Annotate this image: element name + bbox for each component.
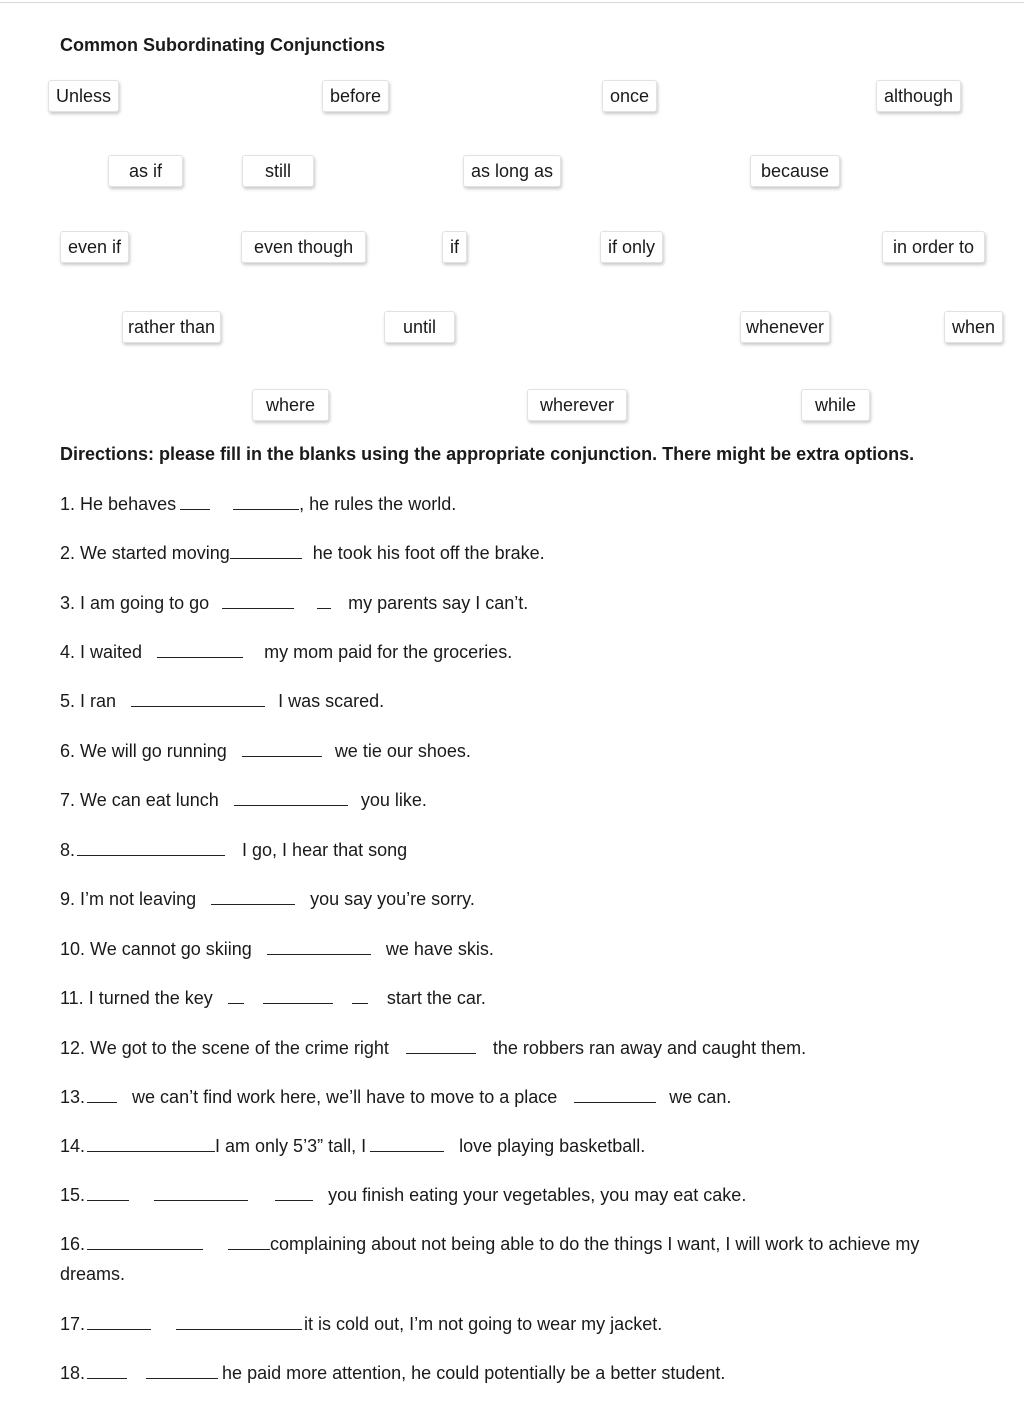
question-5: 5. I ran I was scared. — [60, 691, 385, 711]
word-chip: before — [322, 80, 389, 112]
answer-blank[interactable] — [234, 791, 348, 806]
question-11: 11. I turned the key start the car. — [60, 988, 486, 1008]
question-15: 15. you finish eating your vegetables, you may eat cake. — [60, 1185, 747, 1205]
question-7: 7. We can eat lunch you like. — [60, 790, 427, 810]
question-3: 3. I am going to go my parents say I can’t. — [60, 593, 529, 613]
answer-blank[interactable] — [222, 594, 294, 609]
answer-blank[interactable] — [574, 1088, 656, 1103]
answer-blank[interactable] — [317, 594, 331, 609]
question-18: 18. he paid more attention, he could potentially be a better student. — [60, 1363, 726, 1383]
answer-blank[interactable] — [370, 1137, 444, 1152]
question-17: 17. it is cold out, I’m not going to wear my jacket. — [60, 1314, 663, 1334]
answer-blank[interactable] — [87, 1186, 129, 1201]
question-10: 10. We cannot go skiing we have skis. — [60, 939, 494, 959]
word-chip: whenever — [740, 311, 830, 343]
answer-blank[interactable] — [275, 1186, 313, 1201]
directions: Directions: please fill in the blanks using the appropriate conjunction. There might be extra options. — [60, 444, 915, 464]
answer-blank[interactable] — [242, 742, 322, 757]
answer-blank[interactable] — [228, 989, 244, 1004]
word-chip: rather than — [122, 311, 221, 343]
word-chip: while — [801, 389, 870, 421]
word-chip: still — [242, 155, 314, 187]
answer-blank[interactable] — [77, 841, 225, 856]
answer-blank[interactable] — [352, 989, 368, 1004]
answer-blank[interactable] — [267, 940, 371, 955]
question-16-continuation: dreams. — [60, 1264, 126, 1284]
answer-blank[interactable] — [263, 989, 333, 1004]
question-2: 2. We started moving he took his foot off the brake. — [60, 543, 545, 563]
answer-blank[interactable] — [87, 1088, 117, 1103]
answer-blank[interactable] — [146, 1364, 218, 1379]
word-chip: because — [750, 155, 840, 187]
word-chip: even though — [241, 231, 366, 263]
question-13: 13. we can’t find work here, we’ll have to move to a place we can. — [60, 1087, 732, 1107]
answer-blank[interactable] — [131, 692, 265, 707]
question-9: 9. I’m not leaving you say you’re sorry. — [60, 889, 475, 909]
answer-blank[interactable] — [233, 495, 299, 510]
word-chip: even if — [60, 231, 129, 263]
word-chip: as long as — [463, 155, 561, 187]
answer-blank[interactable] — [154, 1186, 248, 1201]
answer-blank[interactable] — [406, 1039, 476, 1054]
answer-blank[interactable] — [87, 1364, 127, 1379]
question-6: 6. We will go running we tie our shoes. — [60, 741, 471, 761]
top-rule — [0, 2, 1024, 3]
word-chip: where — [252, 389, 329, 421]
question-12: 12. We got to the scene of the crime right the robbers ran away and caught them. — [60, 1038, 807, 1058]
word-chip: once — [602, 80, 657, 112]
word-chip: as if — [108, 155, 183, 187]
word-chip: if — [442, 231, 467, 263]
word-chip: until — [384, 311, 455, 343]
question-1: 1. He behaves , he rules the world. — [60, 494, 457, 514]
word-chip: in order to — [882, 231, 985, 263]
word-chip: Unless — [48, 80, 119, 112]
answer-blank[interactable] — [228, 1235, 270, 1250]
answer-blank[interactable] — [211, 890, 295, 905]
question-16: 16. complaining about not being able to do the things I want, I will work to achieve my — [60, 1234, 920, 1254]
question-8: 8. I go, I hear that song — [60, 840, 408, 860]
answer-blank[interactable] — [87, 1315, 151, 1330]
word-chip: wherever — [527, 389, 627, 421]
answer-blank[interactable] — [180, 495, 210, 510]
word-chip: when — [944, 311, 1003, 343]
question-4: 4. I waited my mom paid for the groceries. — [60, 642, 513, 662]
answer-blank[interactable] — [87, 1235, 203, 1250]
answer-blank[interactable] — [87, 1137, 215, 1152]
answer-blank[interactable] — [176, 1315, 302, 1330]
question-14: 14. I am only 5’3” tall, I love playing basketball. — [60, 1136, 646, 1156]
word-chip: although — [876, 80, 961, 112]
word-chip: if only — [600, 231, 663, 263]
answer-blank[interactable] — [157, 643, 243, 658]
answer-blank[interactable] — [230, 544, 302, 559]
page-title: Common Subordinating Conjunctions — [60, 35, 385, 55]
